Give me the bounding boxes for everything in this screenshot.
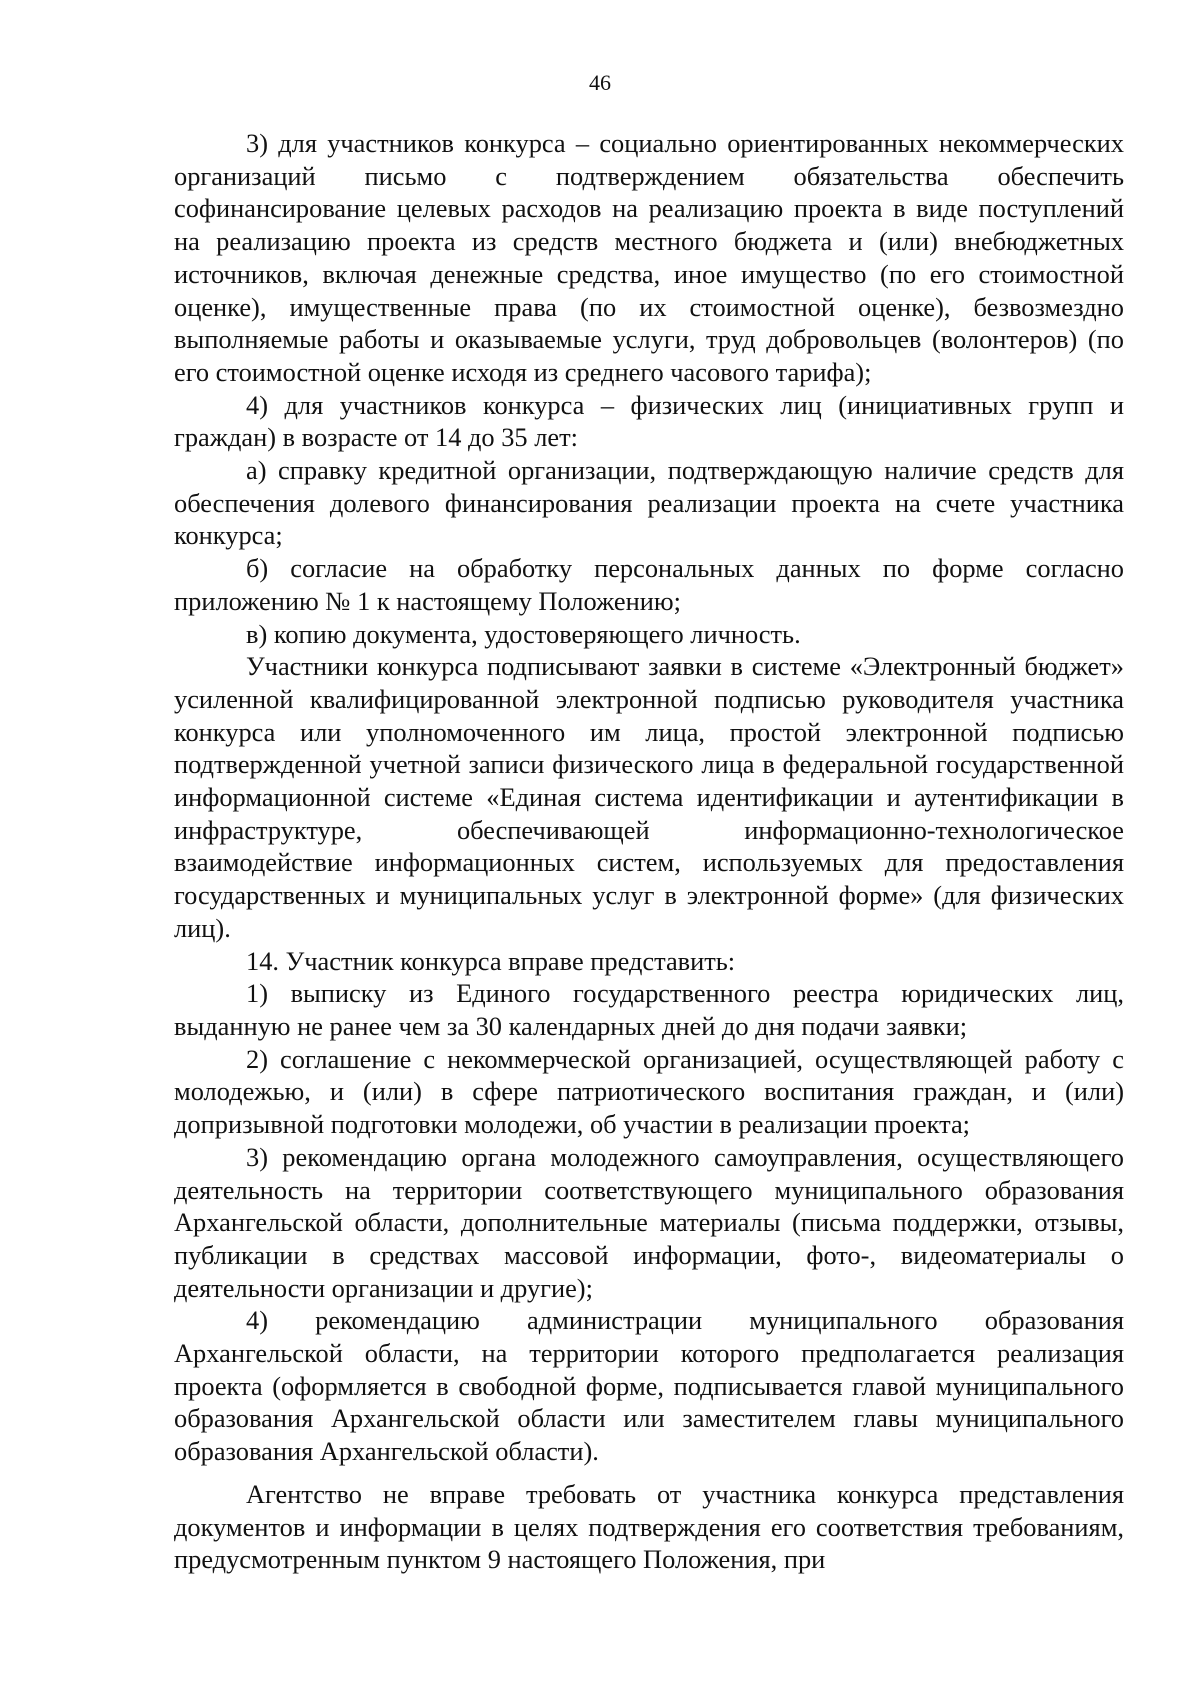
paragraph-item-4-individuals: 4) для участников конкурса – физических лиц (инициативных групп и граждан) в возрасте от 14 до 35 лет: [174, 389, 1124, 453]
paragraph-electronic-signature: Участники конкурса подписывают заявки в системе «Электронный бюджет» усиленной квалифицированной электронной подписью руководителя участника конкурса или уполномоченного им лица, простой электронной подписью подтвержденной учетной записи физического лица в федеральной государственной информационной системе «Единая система идентификации и аутентификации в инфраструктуре, обеспечивающей информационно-технологическое взаимодействие информационных систем, используемых для предоставления государственных и муниципальных услуг в электронной форме» (для физических лиц). [174, 651, 1124, 943]
paragraph-subitem-v-id-copy: в) копию документа, удостоверяющего личность. [246, 618, 801, 649]
paragraph-14-item-1-registry-extract: 1) выписку из Единого государственного реестра юридических лиц, выданную не ранее чем за 30 календарных дней до дня подачи заявки; [174, 978, 1124, 1041]
paragraph-14-item-3-youth-recommendation: 3) рекомендацию органа молодежного самоуправления, осуществляющего деятельность на территории соответствующего муниципального образования Архангельской области, дополнительные материалы (письма поддержки, отзывы, публикации в средствах массовой информации, фото-, видеоматериалы о деятельности организации и другие); [174, 1141, 1124, 1303]
paragraph-item-3-nko-letter: 3) для участников конкурса – социально ориентированных некоммерческих организаций письмо с подтверждением обязательства обеспечить софинансирование целевых расходов на реализацию проекта в виде поступлений на реализацию проекта из средств местного бюджета и (или) внебюджетных источников, включая денежные средства, иное имущество (по его стоимостной оценке), имущественные права (по их стоимостной оценке), безвозмездно выполняемые работы и оказываемые услуги, труд добровольцев (волонтеров) (по его стоимостной оценке исходя из среднего часового тарифа); [174, 128, 1124, 387]
document-body [174, 127, 1124, 1576]
page-number: 46 [589, 70, 611, 95]
paragraph-section-14-heading: 14. Участник конкурса вправе представить: [246, 945, 736, 976]
paragraph-14-item-4-admin-recommendation: 4) рекомендацию администрации муниципального образования Архангельской области, на территории которого предполагается реализация проекта (оформляется в свободной форме, подписывается главой муниципального образования Архангельской области или заместителем главы муниципального образования Архангельской области). [174, 1305, 1124, 1467]
paragraph-agency-restriction: Агентство не вправе требовать от участника конкурса представления документов и информации в целях подтверждения его соответствия требованиям, предусмотренным пунктом 9 настоящего Положения, при [174, 1478, 1124, 1575]
paragraph-subitem-a-bank-statement: а) справку кредитной организации, подтверждающую наличие средств для обеспечения долевого финансирования реализации проекта на счете участника конкурса; [174, 455, 1124, 551]
paragraph-14-item-2-agreement: 2) соглашение с некоммерческой организацией, осуществляющей работу с молодежью, и (или) в сфере патриотического воспитания граждан, и (или) допризывной подготовки молодежи, об участии в реализации проекта; [174, 1043, 1124, 1140]
paragraph-subitem-b-consent: б) согласие на обработку персональных данных по форме согласно приложению № 1 к настоящему Положению; [174, 553, 1124, 616]
